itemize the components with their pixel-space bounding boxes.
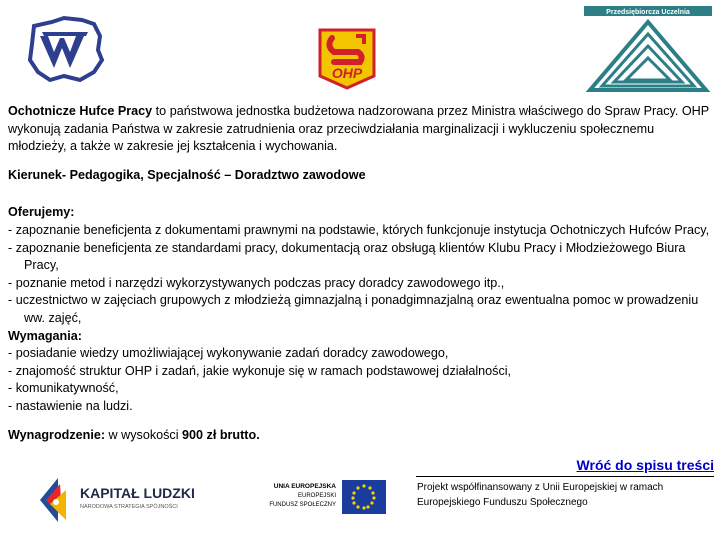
oferujemy-item: - zapoznanie beneficjenta ze standardami pracy, dokumentacją oraz obsługą klientów Klubu Pracy i Młodzieżowego Biura Pracy, [8,240,686,273]
svg-text:KAPITAŁ LUDZKI: KAPITAŁ LUDZKI [80,485,195,501]
oferujemy-item: - uczestnictwo w zajęciach grupowych z młodzieżą gimnazjalną i ponadgimnazjalną oraz ewentualna pomoc w prowadzeniu ww. zajęć, [8,293,699,325]
svg-text:OHP: OHP [331,65,363,81]
wymagania-item: - nastawienie na ludzi. [8,398,133,413]
svg-text:Przedsiębiorcza Uczelnia: Przedsiębiorcza Uczelnia [606,9,690,16]
intro-paragraph [8,103,714,156]
eu-fund-logo-icon [254,478,406,516]
kierunek-heading: Kierunek- Pedagogika, Specjalność – Doradztwo zawodowe [8,167,366,182]
wynagrodzenie-text: w wysokości [105,427,183,442]
svg-text:UNIA EUROPEJSKA: UNIA EUROPEJSKA [273,483,336,490]
wynagrodzenie-line [8,427,714,445]
footer-note: Projekt współfinansowany z Unii Europejskiej w ramach Europejskiego Funduszu Społecznego [417,482,664,508]
svg-text:NARODOWA STRATEGIA SPÓJNOŚCI: NARODOWA STRATEGIA SPÓJNOŚCI [80,504,178,510]
kapital-ludzki-logo-icon [36,470,214,526]
wynagrodzenie-label: Wynagrodzenie: [8,427,106,442]
intro-bold: Ochotnicze Hufce Pracy [8,104,153,118]
ohp-logo-icon [312,24,382,90]
main-content [8,103,714,444]
intro-text: to państwowa jednostka budżetowa nadzorowana przez Ministra właściwego do Spraw Pracy. OHP wykonują zadania Państwa w zakresie zatrudnienia oraz przeciwdziałania marginalizacji i wykluczeniu społecznemu młodzieży, a także w zakresie jej kształcenia i wychowania. [8,104,709,154]
wup-poland-map-logo-icon [24,14,106,86]
wymagania-item: - komunikatywność, [8,381,119,396]
oferujemy-heading: Oferujemy: [8,205,75,220]
footer-divider [416,476,714,477]
svg-text:FUNDUSZ SPOŁECZNY: FUNDUSZ SPOŁECZNY [269,502,336,508]
przedsiebiorcza-uczelnia-logo-icon [582,4,714,94]
wymagania-item: - znajomość struktur OHP i zadań, jakie wykonuje się w ramach podstawowej działalności, [8,363,512,378]
wymagania-heading: Wymagania: [8,328,82,343]
svg-text:EUROPEJSKI: EUROPEJSKI [297,493,336,499]
oferujemy-item: - zapoznanie beneficjenta z dokumentami prawnymi na podstawie, których funkcjonuje instytucja Ochotniczych Hufców Pracy, [8,222,710,237]
oferujemy-item: - poznanie metod i narzędzi wykorzystywanych podczas pracy doradcy zawodowego itp., [8,275,505,290]
wymagania-item: - posiadanie wiedzy umożliwiającej wykonywanie zadań doradcy zawodowego, [8,346,449,361]
back-to-contents-link[interactable]: Wróć do spisu treści [576,457,714,473]
wynagrodzenie-amount: 900 zł brutto. [182,427,260,442]
